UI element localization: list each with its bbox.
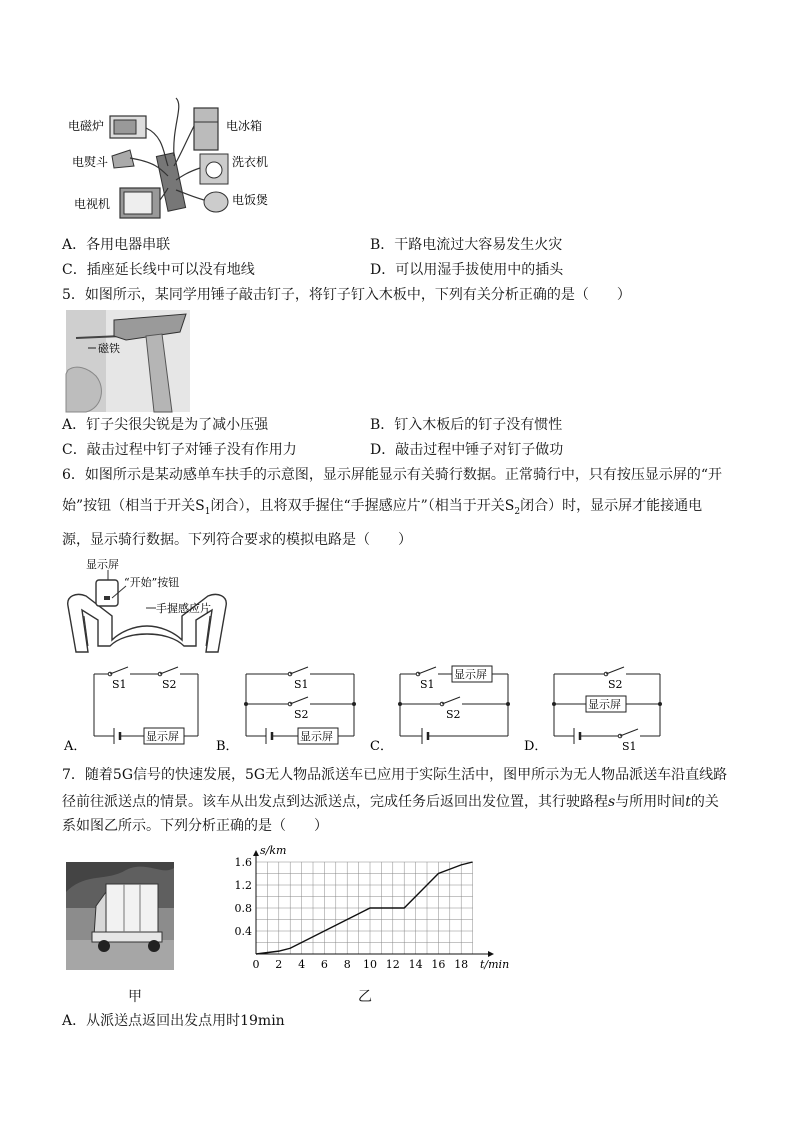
label-rice-cooker: 电饭煲 [232,193,269,207]
q7-line2-b: 与所用时间 [615,794,686,810]
x-tick-label: 16 [431,958,446,971]
q7-var-t: t [685,794,691,810]
x-tick-label: 8 [343,958,351,971]
q4-option-b: B．干路电流过大容易发生火灾 [370,237,563,253]
x-tick-label: 12 [385,958,400,971]
x-axis-arrow [488,951,494,957]
s-t-chart-svg [226,842,510,974]
circuit-a-display: 显示屏 [146,730,179,743]
delivery-vehicle-photo [66,862,174,970]
q5-option-a: A．钉子尖很尖锐是为了减小压强 [62,417,269,433]
circuit-c [370,666,510,754]
circuit-a-s2: S2 [162,678,177,691]
handlebar-figure [62,556,232,654]
circuit-c-s2: S2 [446,708,461,721]
x-tick-label: 0 [252,958,260,971]
label-iron: 电熨斗 [72,155,109,169]
q6-line1: 6．如图所示是某动感单车扶手的示意图，显示屏能显示有关骑行数据。正常骑行中，只有按压显示屏的“开 [62,467,723,483]
circuit-b [216,667,356,754]
y-tick-label: 0.8 [234,902,252,915]
label-washing-machine: 洗衣机 [232,155,269,169]
circuit-b-display: 显示屏 [300,730,333,743]
option-b-letter: B． [216,739,239,754]
y-tick-label: 1.2 [234,879,252,892]
q5-option-c: C．敲击过程中钉子对锤子没有作用力 [62,442,297,458]
label-tv: 电视机 [74,197,111,211]
q6-line2 [62,496,702,522]
caption-a: 甲 [128,989,142,1005]
circuit-c-s1: S1 [420,678,435,691]
q4-option-a: A．各用电器串联 [62,237,171,253]
label-display: 显示屏 [86,558,119,571]
q7-var-s: s [608,794,616,810]
q7-line2-a: 径前往派送点的情景。该车从出发点到达派送点，完成任务后返回出发位置，其行驶路程 [62,794,608,810]
circuit-d-s2: S2 [608,678,623,691]
caption-b: 乙 [358,989,372,1005]
label-start-button: “开始”按钮 [124,576,180,589]
q7-line3: 系如图乙所示。下列分析正确的是（ ） [62,818,328,834]
option-d-letter: D． [524,739,548,754]
q6-line2-a: 始”按钮（相当于开关S [62,498,205,514]
circuit-c-display: 显示屏 [454,668,487,681]
q7-line2 [62,792,719,812]
x-tick-label: 2 [275,958,283,971]
option-a-letter: A． [64,739,87,754]
circuit-d [524,667,662,754]
circuit-b-s1: S1 [294,678,309,691]
q7-option-a: A．从派送点返回出发点用时19min [62,1013,285,1029]
x-tick-label: 4 [298,958,306,971]
label-induction-cooker: 电磁炉 [68,119,105,133]
y-axis-arrow [253,850,259,856]
x-tick-label: 6 [320,958,328,971]
appliance-figure [64,96,284,226]
circuit-a-s1: S1 [112,678,127,691]
q6-sub1: 1 [204,506,211,517]
s-t-chart [226,842,510,974]
circuits [60,660,680,756]
circuit-a [63,667,198,754]
y-tick-label: 1.6 [234,856,252,869]
q6-sub2: 2 [514,506,521,517]
q5-option-d: D．敲击过程中锤子对钉子做功 [370,442,564,458]
q7-line1: 7．随着5G信号的快速发展，5G无人物品派送车已应用于实际生活中，图甲所示为无人物品派送车沿直线路 [62,767,728,783]
q5-stem: 5．如图所示，某同学用锤子敲击钉子，将钉子钉入木板中，下列有关分析正确的是（ ） [62,287,631,303]
label-refrigerator: 电冰箱 [226,119,263,133]
y-tick-label: 0.4 [234,925,252,938]
circuit-b-s2: S2 [294,708,309,721]
label-sensor: 手握感应片 [156,602,211,615]
circuit-d-display: 显示屏 [588,698,621,711]
label-magnet: 磁铁 [98,342,120,355]
circuit-d-s1: S1 [622,740,637,753]
appliance-drawing [64,96,284,226]
x-tick-label: 14 [408,958,423,971]
x-tick-label: 10 [363,958,377,971]
q6-line3: 源，显示骑行数据。下列符合要求的模拟电路是（ ） [62,532,412,548]
x-tick-label: 18 [454,958,469,971]
q6-line2-c: 闭合）时，显示屏才能接通电 [520,498,703,514]
q4-option-c: C．插座延长线中可以没有地线 [62,262,255,278]
q6-line2-b: 闭合），且将双手握住“手握感应片”（相当于开关S [210,498,515,514]
q7-line2-c: 的关 [690,794,719,810]
q4-option-d: D．可以用湿手拔使用中的插头 [370,262,564,278]
y-axis-label: s/km [260,844,287,857]
x-axis-label: t/min [480,958,510,971]
option-c-letter: C． [370,739,393,754]
q5-option-b: B．钉入木板后的钉子没有惯性 [370,417,563,433]
hammer-photo [66,310,190,412]
